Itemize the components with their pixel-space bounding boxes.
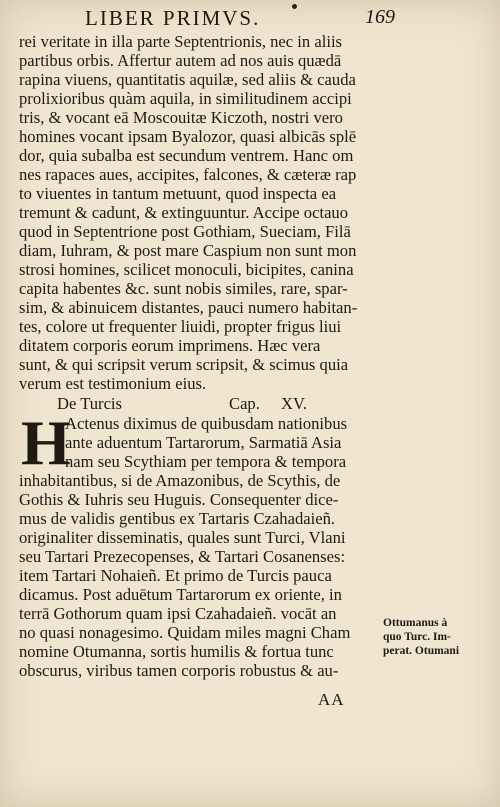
text-line: verum est testimonium eius. [19,374,207,393]
page-number: 169 [365,6,395,28]
text-line: sunt, & qui scripsit verum scripsit, & scimus quia [19,355,349,374]
section-title: De Turcis [57,394,123,413]
text-line: inhabitantibus, si de Amazonibus, de Scythis, de [19,471,341,490]
text-line: tremunt & cadunt, & extinguuntur. Accipe octauo [19,203,349,222]
text-line: quod in Septentrione post Gothiam, Sueciam, Filā [19,222,351,241]
ornament-dot-icon [292,4,297,9]
text-line: Actenus diximus de quibusdam nationibus [65,414,348,433]
text-line: terrā Gothorum quam ipsi Czahadaieñ. vocāt an [19,604,337,623]
margin-note-line: perat. Otumani [383,645,460,657]
margin-note [383,616,498,658]
text-line: rapina viuens, quantitatis aquilæ, sed aliis & cauda [19,70,356,89]
text-line: dicamus. Post aduētum Tartarorum ex oriente, in [19,585,342,604]
text-line: nam seu Scythiam per tempora & tempora [65,452,347,471]
margin-note-line: quo Turc. Im- [383,631,451,643]
page-header [85,4,395,30]
text-line: rei veritate in illa parte Septentrionis, nec in aliis [19,32,343,51]
text-line: obscurus, viribus tamen corporis robustus & au- [19,661,339,680]
text-line: nomine Otumanna, sortis humilis & fortua tunc [19,642,334,661]
text-line: ante aduentum Tartarorum, Sarmatiā Asia [65,433,342,452]
text-line: homines vocant ipsam Byalozor, quasi albicās splē [19,127,357,146]
margin-note-line: Ottumanus à [383,617,448,629]
text-line: item Tartari Nohaieñ. Et primo de Turcis pauca [19,566,332,585]
catchword: AA [318,690,345,709]
chapter-label: Cap. [229,394,260,413]
section-heading [19,393,389,414]
running-head: LIBER PRIMVS. [85,6,261,30]
text-line: prolixioribus quàm aquila, in similitudinem accipi [19,89,352,108]
text-line: partibus orbis. Affertur autem ad nos auis quædā [19,51,342,70]
section-body [19,407,389,680]
main-text [19,32,389,680]
text-line: tes, colore ut frequenter liuidi, propter frigus liui [19,317,342,336]
text-line: capita habentes &c. sunt nobis similes, rare, spar- [19,279,348,298]
text-line: originaliter disseminatis, quales sunt Turci, Vlani [19,528,346,547]
text-line: tris, & vocant eā Moscouitæ Kiczoth, nostri vero [19,108,343,127]
drop-cap-letter: H [21,407,71,478]
text-line: sim, & abinuicem distantes, pauci numero habitan- [19,298,358,317]
text-line: diam, Iuhram, & post mare Caspium non sunt mon [19,241,357,260]
text-line: dor, quia subalba est secundum ventrem. Hanc om [19,146,354,165]
text-line: ditatem corporis eorum imprimens. Hæc vera [19,336,321,355]
text-line: strosi homines, scilicet monoculi, bicipites, canina [19,260,354,279]
chapter-number: XV. [281,394,307,413]
text-line: seu Tartari Prezecopenses, & Tartari Cosanenses: [19,547,346,566]
text-line: mus de validis gentibus ex Tartaris Czahadaieñ. [19,509,336,528]
text-line: to viuentes in tantum metuunt, quod inspecta ea [19,184,337,203]
text-line: no quasi nonagesimo. Quidam miles magni Cham [19,623,351,642]
text-line: nes rapaces aues, accipites, falcones, & cæteræ rap [19,165,357,184]
text-line: Gothis & Iuhris seu Huguis. Consequenter dice- [19,490,339,509]
